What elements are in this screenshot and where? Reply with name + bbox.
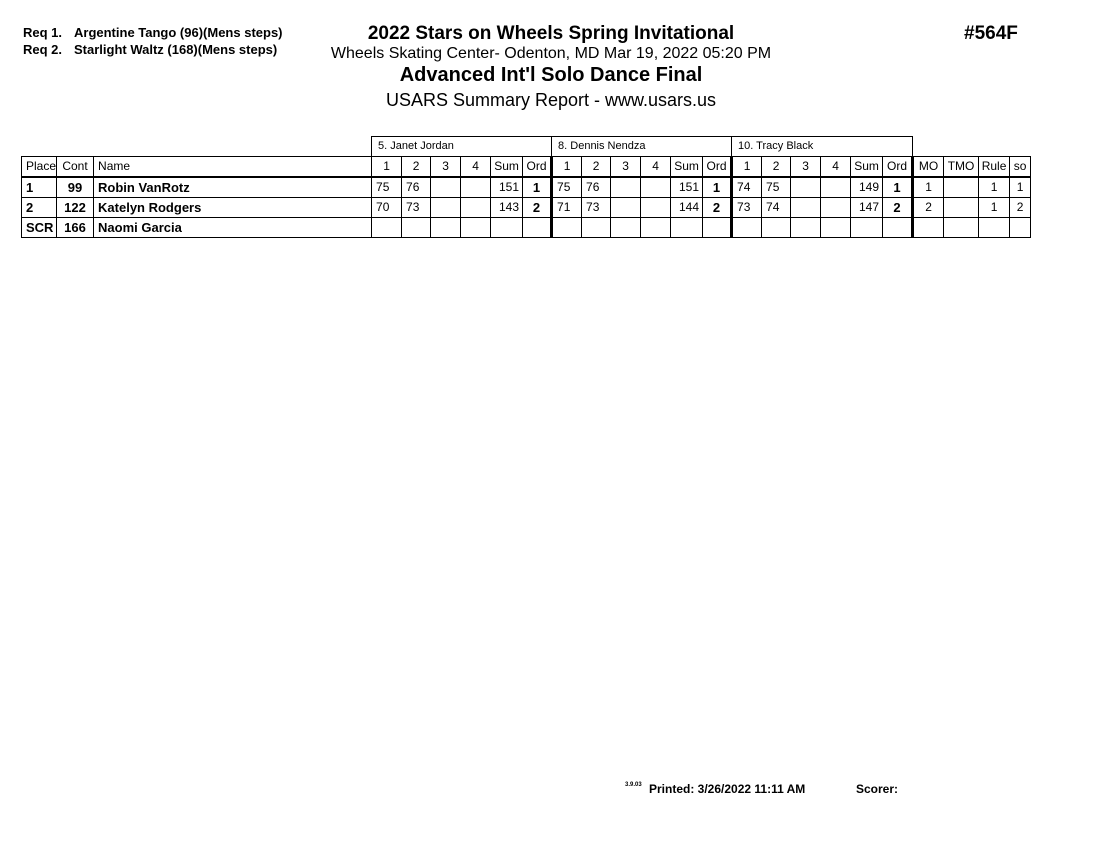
col-j3-ord: Ord [883,157,913,178]
sum-cell: 143 [491,198,523,218]
score-cell [461,218,491,238]
col-name: Name [94,157,372,178]
sum-cell: 149 [851,177,883,198]
score-cell: 74 [762,198,791,218]
mo-cell [913,218,944,238]
version-tag: 3.9.03 [625,782,642,788]
score-cell [582,218,611,238]
sum-cell: 151 [671,177,703,198]
ordinal-cell: 1 [883,177,913,198]
col-j1-d2: 2 [402,157,431,178]
col-j1-sum: Sum [491,157,523,178]
col-j2-sum: Sum [671,157,703,178]
col-so: so [1010,157,1031,178]
col-j3-sum: Sum [851,157,883,178]
rule-cell: 1 [979,198,1010,218]
judge-1-name: 5. Janet Jordan [372,137,552,157]
printed-timestamp: Printed: 3/26/2022 11:11 AM [649,782,806,796]
report-name: USARS Summary Report - www.usars.us [385,90,717,110]
sum-cell [851,218,883,238]
col-j3-d1: 1 [732,157,762,178]
score-cell: 76 [402,177,431,198]
col-j2-ord: Ord [703,157,732,178]
score-cell [821,198,851,218]
score-cell [821,218,851,238]
ordinal-cell [703,218,732,238]
column-header-row [22,157,1031,178]
ordinal-cell: 2 [703,198,732,218]
col-place: Place [22,157,57,178]
contestant-number-cell: 166 [57,218,94,238]
col-j1-d1: 1 [372,157,402,178]
score-cell: 74 [732,177,762,198]
ordinal-cell: 2 [523,198,552,218]
requirement-1 [23,25,283,40]
requirement-2-num: Req 2. [23,42,63,57]
col-j1-d3: 3 [431,157,461,178]
table-row [22,198,1031,218]
place-cell: SCR [22,218,57,238]
score-cell: 71 [552,198,582,218]
contestant-number-cell: 122 [57,198,94,218]
score-cell: 73 [582,198,611,218]
mo-cell: 1 [913,177,944,198]
table-row [22,177,1031,198]
col-j2-d2: 2 [582,157,611,178]
col-j1-d4: 4 [461,157,491,178]
score-cell [611,177,641,198]
score-cell: 70 [372,198,402,218]
score-cell [611,198,641,218]
score-cell [641,198,671,218]
event-id: #564F [964,23,1018,44]
col-cont: Cont [57,157,94,178]
results-table [21,136,1031,238]
sum-cell: 151 [491,177,523,198]
tmo-cell [944,198,979,218]
score-cell [791,198,821,218]
sum-cell [671,218,703,238]
score-cell [552,218,582,238]
table-row [22,218,1031,238]
result-rows [22,177,1031,238]
ordinal-cell: 2 [883,198,913,218]
judge-3-name: 10. Tracy Black [732,137,913,157]
tmo-cell [944,218,979,238]
sum-cell: 147 [851,198,883,218]
rule-cell [979,218,1010,238]
skater-name-cell: Robin VanRotz [94,177,372,198]
score-cell [431,198,461,218]
so-cell: 2 [1010,198,1031,218]
so-cell: 1 [1010,177,1031,198]
col-j2-d4: 4 [641,157,671,178]
place-cell: 1 [22,177,57,198]
col-tmo: TMO [944,157,979,178]
ordinal-cell [523,218,552,238]
score-cell [821,177,851,198]
score-cell: 75 [372,177,402,198]
so-cell [1010,218,1031,238]
score-cell [461,198,491,218]
venue-line: Wheels Skating Center- Odenton, MD Mar 19, 2022 05:20 PM [330,45,772,62]
score-cell: 75 [762,177,791,198]
score-cell [762,218,791,238]
event-name: Advanced Int'l Solo Dance Final [399,64,703,86]
score-cell [372,218,402,238]
score-cell [641,218,671,238]
score-cell [431,177,461,198]
score-cell: 73 [402,198,431,218]
score-cell [791,177,821,198]
col-mo: MO [913,157,944,178]
col-j3-d2: 2 [762,157,791,178]
score-cell: 73 [732,198,762,218]
judge-2-name: 8. Dennis Nendza [552,137,732,157]
ordinal-cell [883,218,913,238]
col-j1-ord: Ord [523,157,552,178]
score-cell [611,218,641,238]
ordinal-cell: 1 [523,177,552,198]
score-cell: 75 [552,177,582,198]
score-cell [461,177,491,198]
score-cell: 76 [582,177,611,198]
skater-name-cell: Naomi Garcia [94,218,372,238]
sum-cell: 144 [671,198,703,218]
sum-cell [491,218,523,238]
mo-cell: 2 [913,198,944,218]
col-j2-d3: 3 [611,157,641,178]
score-cell [641,177,671,198]
rule-cell: 1 [979,177,1010,198]
ordinal-cell: 1 [703,177,732,198]
competition-title: 2022 Stars on Wheels Spring Invitational [367,23,735,44]
place-cell: 2 [22,198,57,218]
tmo-cell [944,177,979,198]
contestant-number-cell: 99 [57,177,94,198]
scorer-label: Scorer: [856,782,899,796]
score-cell [791,218,821,238]
skater-name-cell: Katelyn Rodgers [94,198,372,218]
requirement-1-text: Argentine Tango (96)(Mens steps) [74,25,283,40]
requirement-1-num: Req 1. [23,25,63,40]
score-cell [732,218,762,238]
col-j3-d4: 4 [821,157,851,178]
col-rule: Rule [979,157,1010,178]
judges-row [22,137,1031,157]
col-j2-d1: 1 [552,157,582,178]
requirement-2 [23,42,277,57]
col-j3-d3: 3 [791,157,821,178]
score-cell [402,218,431,238]
score-cell [431,218,461,238]
requirement-2-text: Starlight Waltz (168)(Mens steps) [74,42,278,57]
